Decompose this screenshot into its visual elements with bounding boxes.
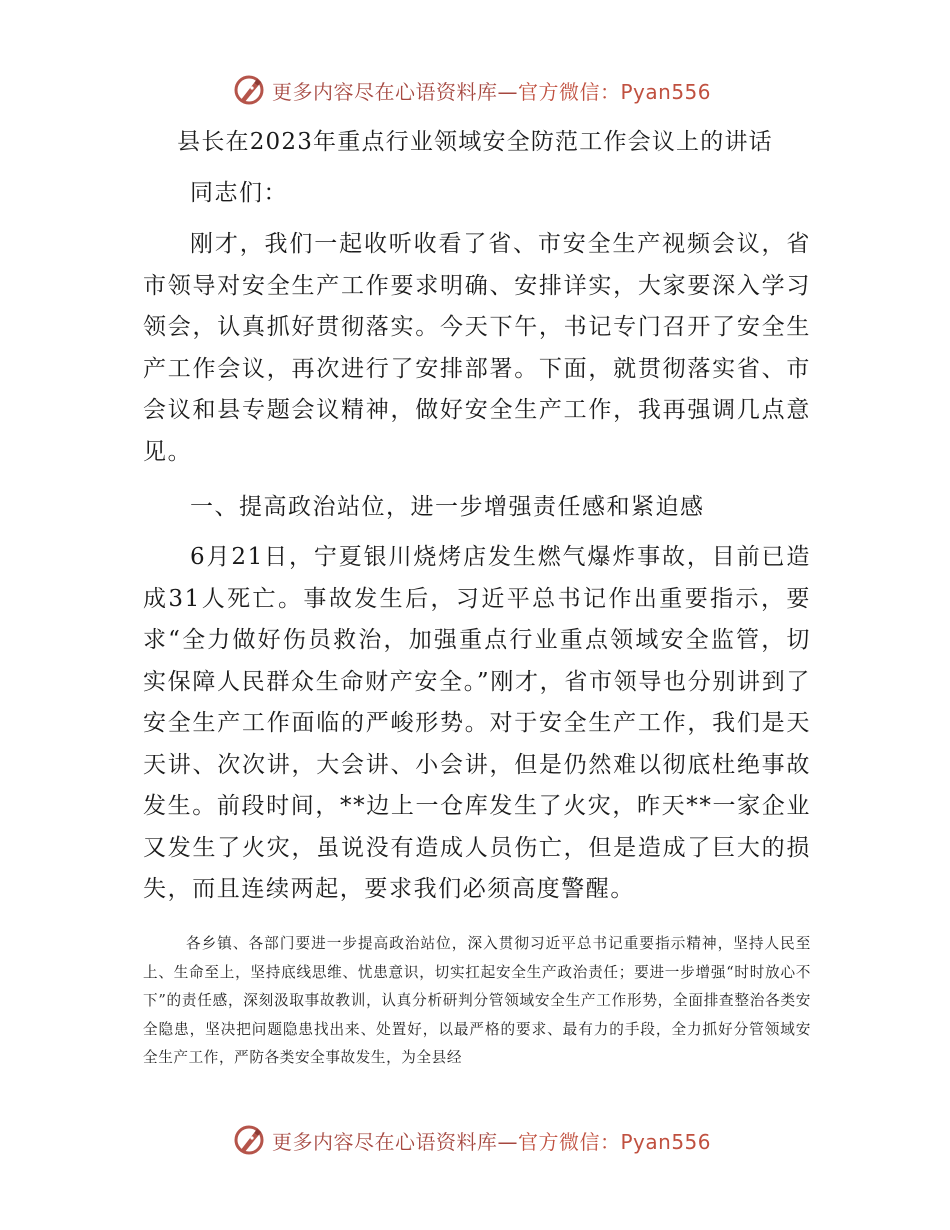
paragraph-incident: 6月21日，宁夏银川烧烤店发生燃气爆炸事故，目前已造成31人死亡。事故发生后，习近平总书记作出重要指示，要求“全力做好伤员救治，加强重点行业重点领域安全监管，切实保障人民群众生命财产安全。”刚才，省市领导也分别讲到了安全生产工作面临的严峻形势。对于安全生产工作，我们是天天讲、次次讲，大会讲、小会讲，但是仍然难以彻底杜绝事故发生。前段时间，**边上一仓库发生了火灾，昨天**一家企业又发生了火灾，虽说没有造成人员伤亡，但是造成了巨大的损失，而且连续两起，要求我们必须高度警醒。: [143, 544, 811, 902]
document-title: 县长在2023年重点行业领域安全防范工作会议上的讲话: [177, 129, 773, 155]
pen-logo-icon: [232, 1123, 266, 1157]
pen-logo-icon: [232, 73, 266, 107]
watermark-text: 更多内容尽在心语资料库—官方微信：Pyan556: [272, 1129, 712, 1154]
paragraph-intro: 刚才，我们一起收听收看了省、市安全生产视频会议，省市领导对安全生产工作要求明确、安排详实，大家要深入学习领会，认真抓好贯彻落实。今天下午，书记专门召开了安全生产工作会议，再次进行了安排部署。下面，就贯彻落实省、市会议和县专题会议精神，做好安全生产工作，我再强调几点意见。: [143, 231, 811, 465]
watermark-text: 更多内容尽在心语资料库—官方微信：Pyan556: [272, 79, 712, 104]
watermark-banner-bottom: [232, 1120, 711, 1160]
paragraph-requirements: 各乡镇、各部门要进一步提高政治站位，深入贯彻习近平总书记重要指示精神，坚持人民至上、生命至上，坚持底线思维、忧患意识，切实扛起安全生产政治责任；要进一步增强“时时放心不下”的责任感，深刻汲取事故教训，认真分析研判分管领域安全生产工作形势，全面排查整治各类安全隐患，坚决把问题隐患找出来、处置好，以最严格的要求、最有力的手段，全力抓好分管领域安全生产工作，严防各类安全事故发生，为全县经: [143, 935, 811, 1066]
watermark-banner-top: [232, 70, 711, 110]
section-heading-1: 一、提高政治站位，进一步增强责任感和紧迫感: [190, 494, 705, 520]
greeting: 同志们：: [190, 180, 288, 206]
